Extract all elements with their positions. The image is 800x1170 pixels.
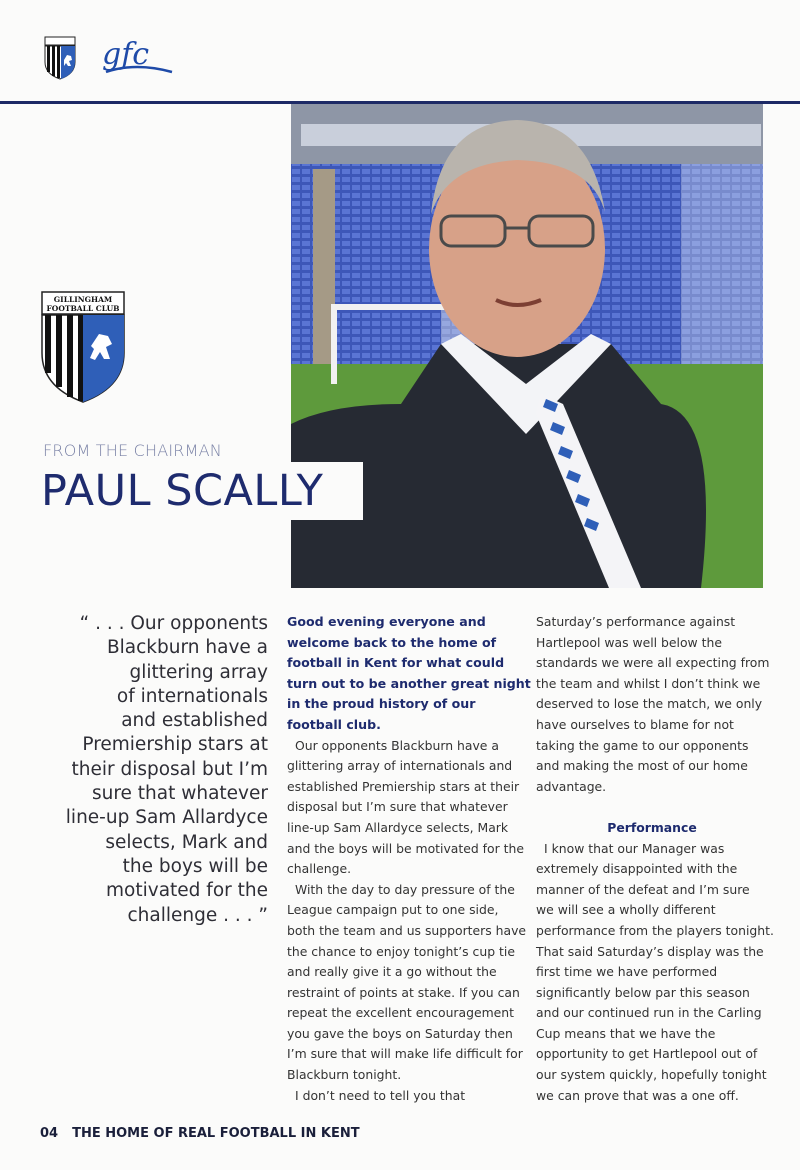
body-line: advantage. <box>536 778 607 794</box>
quote-line: Blackburn have a <box>106 637 268 659</box>
body-line: and making the most of our home <box>536 758 748 774</box>
pull-quote <box>30 612 268 928</box>
body-line: and our continued run in the Carling <box>536 1005 762 1021</box>
page-footer <box>40 1126 360 1141</box>
article-column-2 <box>536 612 774 1106</box>
body-line: Saturday’s performance against <box>536 614 736 629</box>
svg-text:FOOTBALL CLUB: FOOTBALL CLUB <box>46 304 120 313</box>
body-line: have ourselves to blame for not <box>536 716 734 732</box>
footer-tagline: THE HOME OF REAL FOOTBALL IN KENT <box>72 1126 360 1141</box>
body-line: the chance to enjoy tonight’s cup tie <box>287 943 515 959</box>
svg-text:GILLINGHAM: GILLINGHAM <box>53 295 113 304</box>
body-line: significantly below par this season <box>536 984 750 1000</box>
gfc-monogram-icon <box>100 34 176 80</box>
body-line: and really give it a go without the <box>287 964 497 980</box>
body-line: That said Saturday’s display was the <box>536 943 764 959</box>
quote-line: of internationals <box>116 685 268 707</box>
gillingham-crest <box>41 291 125 403</box>
quote-line: “ . . . Our opponents <box>79 613 268 634</box>
body-line: established Premiership stars at their <box>287 778 520 794</box>
body-line: standards we were all expecting from <box>536 655 770 671</box>
body-line: challenge. <box>287 861 352 877</box>
body-line: performance from the players tonight. <box>536 922 774 938</box>
intro-line: Good evening everyone and <box>287 614 486 629</box>
body-line: I know that our Manager was <box>544 840 725 856</box>
quote-line: selects, Mark and <box>105 831 268 853</box>
article-column-1 <box>287 612 531 1106</box>
body-line: extremely disappointed with the <box>536 861 738 877</box>
body-line: League campaign put to one side, <box>287 902 499 918</box>
body-line: manner of the defeat and I’m sure <box>536 881 750 897</box>
body-line: disposal but I’m sure that whatever <box>287 799 508 815</box>
body-line: I’m sure that will make life difficult for <box>287 1046 523 1062</box>
body-line: first time we have performed <box>536 964 718 980</box>
quote-line: Premiership stars at <box>82 734 268 756</box>
body-line: deserved to lose the match, we only <box>536 696 763 712</box>
body-line: you gave the boys on Saturday then <box>287 1025 513 1041</box>
club-crest-icon <box>43 36 77 80</box>
body-line: opportunity to get Hartlepool out of <box>536 1046 758 1062</box>
body-line: I don’t need to tell you that <box>295 1087 466 1103</box>
body-line: we can prove that was a one off. <box>536 1087 739 1103</box>
quote-line: and established <box>121 710 268 732</box>
intro-line: in the proud history of our <box>287 696 476 712</box>
body-line: the team and whilst I don’t think we <box>536 675 761 691</box>
body-line: taking the game to our opponents <box>536 737 749 753</box>
chairman-name: PAUL SCALLY <box>41 466 324 516</box>
body-line: repeat the excellent encouragement <box>287 1005 515 1021</box>
body-line: Hartlepool was well below the <box>536 634 722 650</box>
body-line: both the team and us supporters have <box>287 922 527 938</box>
intro-line: welcome back to the home of <box>287 634 497 650</box>
intro-line: turn out to be another great night <box>287 675 531 691</box>
quote-line: their disposal but I’m <box>71 758 268 780</box>
quote-line: line-up Sam Allardyce <box>65 807 268 829</box>
intro-line: football in Kent for what could <box>287 655 505 671</box>
quote-line: sure that whatever <box>91 783 268 805</box>
body-line: our system quickly, hopefully tonight <box>536 1067 767 1083</box>
body-line: Our opponents Blackburn have a <box>295 737 499 753</box>
page-number: 04 <box>40 1126 59 1141</box>
body-line: and the boys will be motivated for the <box>287 840 524 856</box>
quote-line: challenge . . . ” <box>127 904 268 926</box>
body-line: With the day to day pressure of the <box>295 881 515 897</box>
intro-line: football club. <box>287 716 381 732</box>
quote-line: glittering array <box>129 661 268 683</box>
body-line: restraint of points at stake. If you can <box>287 984 520 1000</box>
body-line: we will see a wholly different <box>536 902 716 918</box>
section-kicker: FROM THE CHAIRMAN <box>43 441 222 460</box>
body-line: line-up Sam Allardyce selects, Mark <box>287 819 509 835</box>
body-line: Blackburn tonight. <box>287 1067 402 1083</box>
quote-line: the boys will be <box>122 855 268 877</box>
spacer <box>536 797 768 818</box>
body-line: Cup means that we have the <box>536 1025 716 1041</box>
quote-line: motivated for the <box>106 880 268 902</box>
performance-subhead: Performance <box>607 819 697 835</box>
body-line: glittering array of internationals and <box>287 758 513 774</box>
svg-text:gfc: gfc <box>102 37 150 72</box>
